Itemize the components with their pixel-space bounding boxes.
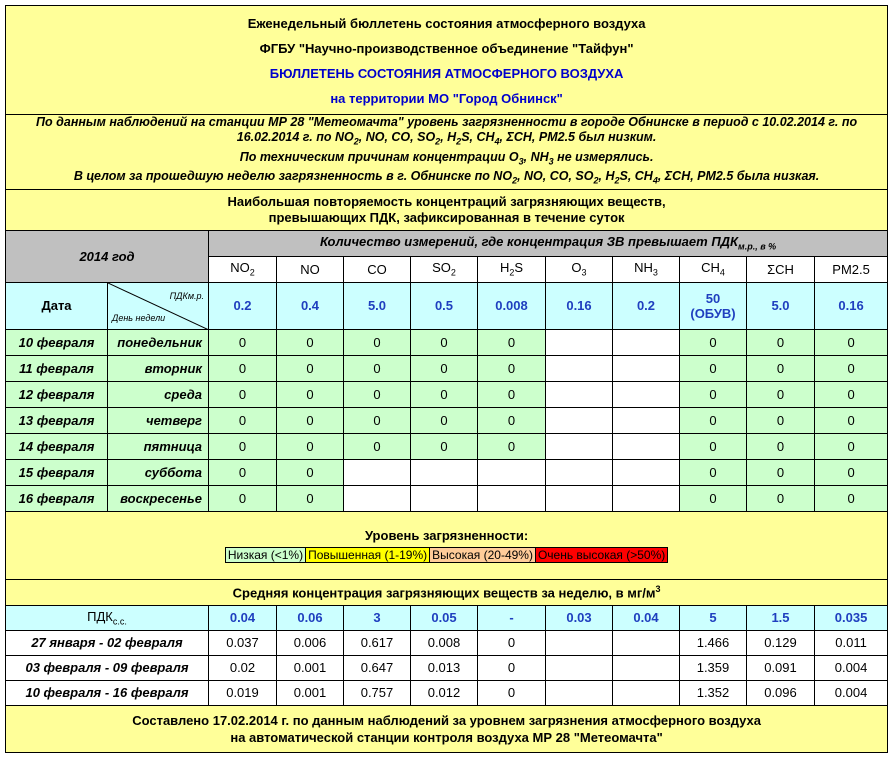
weekly-value: 0.001	[277, 655, 344, 680]
weekly-row	[6, 655, 888, 680]
daily-value: 0	[277, 355, 344, 381]
footer-line-2: на автоматической станции контроля воздуха МР 28 "Метеомачта"	[230, 729, 663, 745]
daily-value: 0	[815, 407, 888, 433]
pdk-mr-value: 0.16	[815, 282, 888, 329]
daily-value: 0	[680, 433, 747, 459]
daily-weekday: воскресенье	[108, 485, 209, 511]
daily-value: 0	[411, 407, 478, 433]
daily-value: 0	[747, 329, 815, 355]
weekly-value: 0.129	[747, 630, 815, 655]
weekly-value	[613, 655, 680, 680]
weekly-value: 0.004	[815, 680, 888, 705]
pollutant-sub: 4	[719, 267, 725, 278]
daily-value: 0	[411, 329, 478, 355]
pollutant-sub: 2	[509, 267, 515, 278]
daily-value: 0	[277, 485, 344, 511]
daily-value: 0	[478, 381, 546, 407]
weekly-value	[546, 680, 613, 705]
daily-value	[613, 433, 680, 459]
weekly-value: 0.006	[277, 630, 344, 655]
pollutant-header-2	[344, 256, 411, 282]
daily-value: 0	[411, 355, 478, 381]
daily-weekday: суббота	[108, 459, 209, 485]
daily-value: 0	[209, 381, 277, 407]
weekly-value: 0.019	[209, 680, 277, 705]
pdk-mr-value: 0.008	[478, 282, 546, 329]
daily-weekday: вторник	[108, 355, 209, 381]
daily-value: 0	[209, 329, 277, 355]
pdk-mr-value: 0.16	[546, 282, 613, 329]
daily-value: 0	[209, 485, 277, 511]
daily-value: 0	[478, 433, 546, 459]
daily-value: 0	[680, 329, 747, 355]
daily-value: 0	[478, 407, 546, 433]
pdk-mr-ch4-value: 50	[705, 290, 721, 306]
pollutant-base: NO	[230, 260, 250, 276]
daily-date: 14 февраля	[6, 433, 108, 459]
daily-value: 0	[680, 355, 747, 381]
diag-top-label: ПДКм.р.	[169, 290, 204, 301]
daily-value	[546, 381, 613, 407]
daily-value: 0	[815, 433, 888, 459]
pollutant-base: PM2.5	[832, 261, 870, 277]
pollutant-sub: 3	[652, 267, 658, 278]
daily-value: 0	[277, 407, 344, 433]
daily-value: 0	[815, 459, 888, 485]
weekly-period: 03 февраля - 09 февраля	[6, 655, 209, 680]
daily-row	[6, 485, 888, 511]
intro-paragraph-2: По техническим причинам концентрации $O_3$, $NH_3$ не измерялись.	[239, 149, 654, 166]
daily-value	[613, 459, 680, 485]
weekly-value: 0.647	[344, 655, 411, 680]
daily-date: 16 февраля	[6, 485, 108, 511]
daily-value: 0	[680, 459, 747, 485]
weekly-value: 0.617	[344, 630, 411, 655]
footer-line-1: Составлено 17.02.2014 г. по данным наблюдений за уровнем загрязнения атмосферного воздуха	[132, 712, 761, 728]
daily-value	[546, 407, 613, 433]
daily-weekday: пятница	[108, 433, 209, 459]
legend-item: Очень высокая (>50%)	[535, 547, 667, 562]
pollutant-header-8	[747, 256, 815, 282]
weekly-value: 0.012	[411, 680, 478, 705]
pdk-mr-value	[680, 282, 747, 329]
weekly-value: 0.037	[209, 630, 277, 655]
pdk-ss-value: -	[478, 605, 546, 630]
section2-title: Средняя концентрация загрязняющих веществ за неделю, в $мг/м^3$	[6, 579, 888, 605]
daily-value: 0	[815, 355, 888, 381]
daily-value: 0	[209, 407, 277, 433]
diagonal-header-cell	[108, 282, 209, 329]
daily-value	[613, 485, 680, 511]
legend-block	[6, 511, 888, 579]
daily-value: 0	[209, 459, 277, 485]
daily-value: 0	[344, 329, 411, 355]
daily-value: 0	[344, 407, 411, 433]
pollutant-header-7	[680, 256, 747, 282]
daily-date: 11 февраля	[6, 355, 108, 381]
pollutant-base: SO	[432, 260, 451, 276]
daily-weekday: среда	[108, 381, 209, 407]
pollutant-base: O	[571, 260, 582, 276]
legend-item: Высокая (20-49%)	[430, 547, 536, 562]
daily-value: 0	[747, 433, 815, 459]
pdk-mr-value: 0.5	[411, 282, 478, 329]
daily-value	[411, 459, 478, 485]
weekly-period: 27 января - 02 февраля	[6, 630, 209, 655]
bulletin-table	[5, 5, 888, 753]
daily-value	[411, 485, 478, 511]
daily-date: 12 февраля	[6, 381, 108, 407]
pdk-mr-row	[6, 282, 888, 329]
pollutant-sub: 2	[450, 267, 456, 278]
daily-value: 0	[815, 485, 888, 511]
pdk-mr-ch4-note: (ОБУВ)	[690, 305, 736, 321]
pollutant-header-6	[613, 256, 680, 282]
daily-value: 0	[344, 381, 411, 407]
pollutant-sub: 3	[581, 267, 587, 278]
weekly-value: 1.466	[680, 630, 747, 655]
pollutant-header-5	[546, 256, 613, 282]
daily-value: 0	[815, 381, 888, 407]
daily-value: 0	[747, 407, 815, 433]
daily-value	[613, 329, 680, 355]
daily-value: 0	[277, 433, 344, 459]
daily-value	[613, 407, 680, 433]
pdk-mr-value: 0.2	[613, 282, 680, 329]
diag-bottom-label: День недели	[112, 312, 166, 323]
daily-date: 13 февраля	[6, 407, 108, 433]
daily-value: 0	[747, 381, 815, 407]
intro-paragraph-3: В целом за прошедшую неделю загрязненность в г. Обнинске по $NO_2$, NO, CO, $SO_2$, $H_2S$, $CH_4$, ΣCH, PM2.5 была низкая.	[73, 169, 820, 186]
weekly-value: 0	[478, 630, 546, 655]
daily-value	[546, 459, 613, 485]
measure-label: Количество измерений, где концентрация ЗВ превышает $ПДК_{м.р., в \%}$	[209, 230, 888, 256]
daily-weekday: понедельник	[108, 329, 209, 355]
weekly-value: 0.008	[411, 630, 478, 655]
pdk-ss-label: $ПДК_{с.с.}$	[6, 605, 209, 630]
footer	[6, 705, 888, 752]
daily-value	[478, 459, 546, 485]
pollutant-header-0	[209, 256, 277, 282]
weekly-row	[6, 680, 888, 705]
daily-value: 0	[344, 433, 411, 459]
pdk-ss-value: 5	[680, 605, 747, 630]
pdk-ss-value: 0.03	[546, 605, 613, 630]
daily-value	[344, 459, 411, 485]
weekly-value: 0.096	[747, 680, 815, 705]
weekly-value: 1.359	[680, 655, 747, 680]
daily-row	[6, 433, 888, 459]
pollutant-base: CO	[367, 261, 387, 277]
weekly-value	[613, 680, 680, 705]
daily-value	[546, 485, 613, 511]
daily-value: 0	[411, 381, 478, 407]
legend-title: Уровень загрязненности:	[364, 527, 529, 543]
pollutant-header-1	[277, 256, 344, 282]
daily-value: 0	[277, 381, 344, 407]
daily-row	[6, 355, 888, 381]
daily-value	[546, 355, 613, 381]
weekly-value: 0	[478, 680, 546, 705]
daily-value	[546, 433, 613, 459]
daily-value: 0	[680, 407, 747, 433]
daily-value: 0	[277, 329, 344, 355]
daily-value	[546, 329, 613, 355]
pollutant-header-3	[411, 256, 478, 282]
daily-value: 0	[747, 459, 815, 485]
daily-date: 10 февраля	[6, 329, 108, 355]
daily-value	[613, 381, 680, 407]
weekly-value: 0.004	[815, 655, 888, 680]
weekly-value: 0.001	[277, 680, 344, 705]
header-line-2: ФГБУ "Научно-производственное объединение "Тайфун"	[259, 41, 634, 56]
pollutant-base: H	[499, 260, 510, 276]
pdk-ss-value: 0.035	[815, 605, 888, 630]
pdk-ss-value: 0.05	[411, 605, 478, 630]
weekly-value: 0.011	[815, 630, 888, 655]
daily-value: 0	[680, 381, 747, 407]
intro-paragraph-1: По данным наблюдений на станции МР 28 "Метеомачта" уровень загрязненности в городе Обнинске в период с 10.02.2014 г. по 16.02.2014 г. по $NO_2$, NO, CO, $SO_2$, $H_2S$, $CH_4$, ΣCH, PM2.5 был низким.	[36, 115, 858, 147]
pollutant-base: NH	[634, 260, 653, 276]
pdk-ss-value: 0.06	[277, 605, 344, 630]
pollutant-header-9	[815, 256, 888, 282]
daily-value: 0	[478, 355, 546, 381]
weekly-value: 0.013	[411, 655, 478, 680]
weekly-value: 0	[478, 655, 546, 680]
daily-value: 0	[411, 433, 478, 459]
daily-value: 0	[747, 355, 815, 381]
weekly-value: 0.02	[209, 655, 277, 680]
section1-title: Наибольшая повторяемость концентраций загрязняющих веществ, превышающих ПДК, зафиксированная в течение суток	[6, 189, 888, 230]
weekly-value: 0.757	[344, 680, 411, 705]
daily-row	[6, 381, 888, 407]
daily-value: 0	[209, 433, 277, 459]
daily-value	[344, 485, 411, 511]
header-line-1: Еженедельный бюллетень состояния атмосферного воздуха	[247, 16, 646, 31]
year-label: 2014 год	[6, 230, 209, 282]
daily-value: 0	[344, 355, 411, 381]
daily-value: 0	[680, 485, 747, 511]
daily-value: 0	[209, 355, 277, 381]
daily-value	[613, 355, 680, 381]
date-label: Дата	[6, 282, 108, 329]
weekly-value	[546, 630, 613, 655]
daily-weekday: четверг	[108, 407, 209, 433]
daily-date: 15 февраля	[6, 459, 108, 485]
pollutant-header-4	[478, 256, 546, 282]
intro-text	[6, 115, 888, 190]
header-line-3: БЮЛЛЕТЕНЬ СОСТОЯНИЯ АТМОСФЕРНОГО ВОЗДУХА	[269, 66, 624, 81]
bulletin-header	[6, 6, 888, 115]
pdk-ss-row	[6, 605, 888, 630]
weekly-value: 1.352	[680, 680, 747, 705]
pollutant-tail: S	[514, 260, 524, 276]
pdk-ss-value: 0.04	[613, 605, 680, 630]
legend-table	[225, 547, 668, 563]
pollutant-base: CH	[701, 260, 720, 276]
pollutant-sub: 2	[249, 267, 255, 278]
pdk-ss-value: 0.04	[209, 605, 277, 630]
daily-value: 0	[478, 329, 546, 355]
daily-value: 0	[815, 329, 888, 355]
weekly-row	[6, 630, 888, 655]
weekly-value	[546, 655, 613, 680]
daily-row	[6, 407, 888, 433]
weekly-value	[613, 630, 680, 655]
pdk-mr-value: 0.2	[209, 282, 277, 329]
pdk-mr-value: 5.0	[344, 282, 411, 329]
legend-item: Повышенная (1-19%)	[306, 547, 430, 562]
daily-value: 0	[277, 459, 344, 485]
pdk-mr-value: 5.0	[747, 282, 815, 329]
daily-row	[6, 459, 888, 485]
daily-value: 0	[747, 485, 815, 511]
pdk-ss-value: 3	[344, 605, 411, 630]
weekly-period: 10 февраля - 16 февраля	[6, 680, 209, 705]
pollutant-base: ΣCH	[767, 261, 794, 277]
pollutant-base: NO	[300, 261, 320, 277]
daily-row	[6, 329, 888, 355]
pdk-mr-value: 0.4	[277, 282, 344, 329]
daily-value	[478, 485, 546, 511]
header-line-4: на территории МО "Город Обнинск"	[330, 91, 563, 106]
pdk-ss-value: 1.5	[747, 605, 815, 630]
weekly-value: 0.091	[747, 655, 815, 680]
legend-item: Низкая (<1%)	[225, 547, 305, 562]
